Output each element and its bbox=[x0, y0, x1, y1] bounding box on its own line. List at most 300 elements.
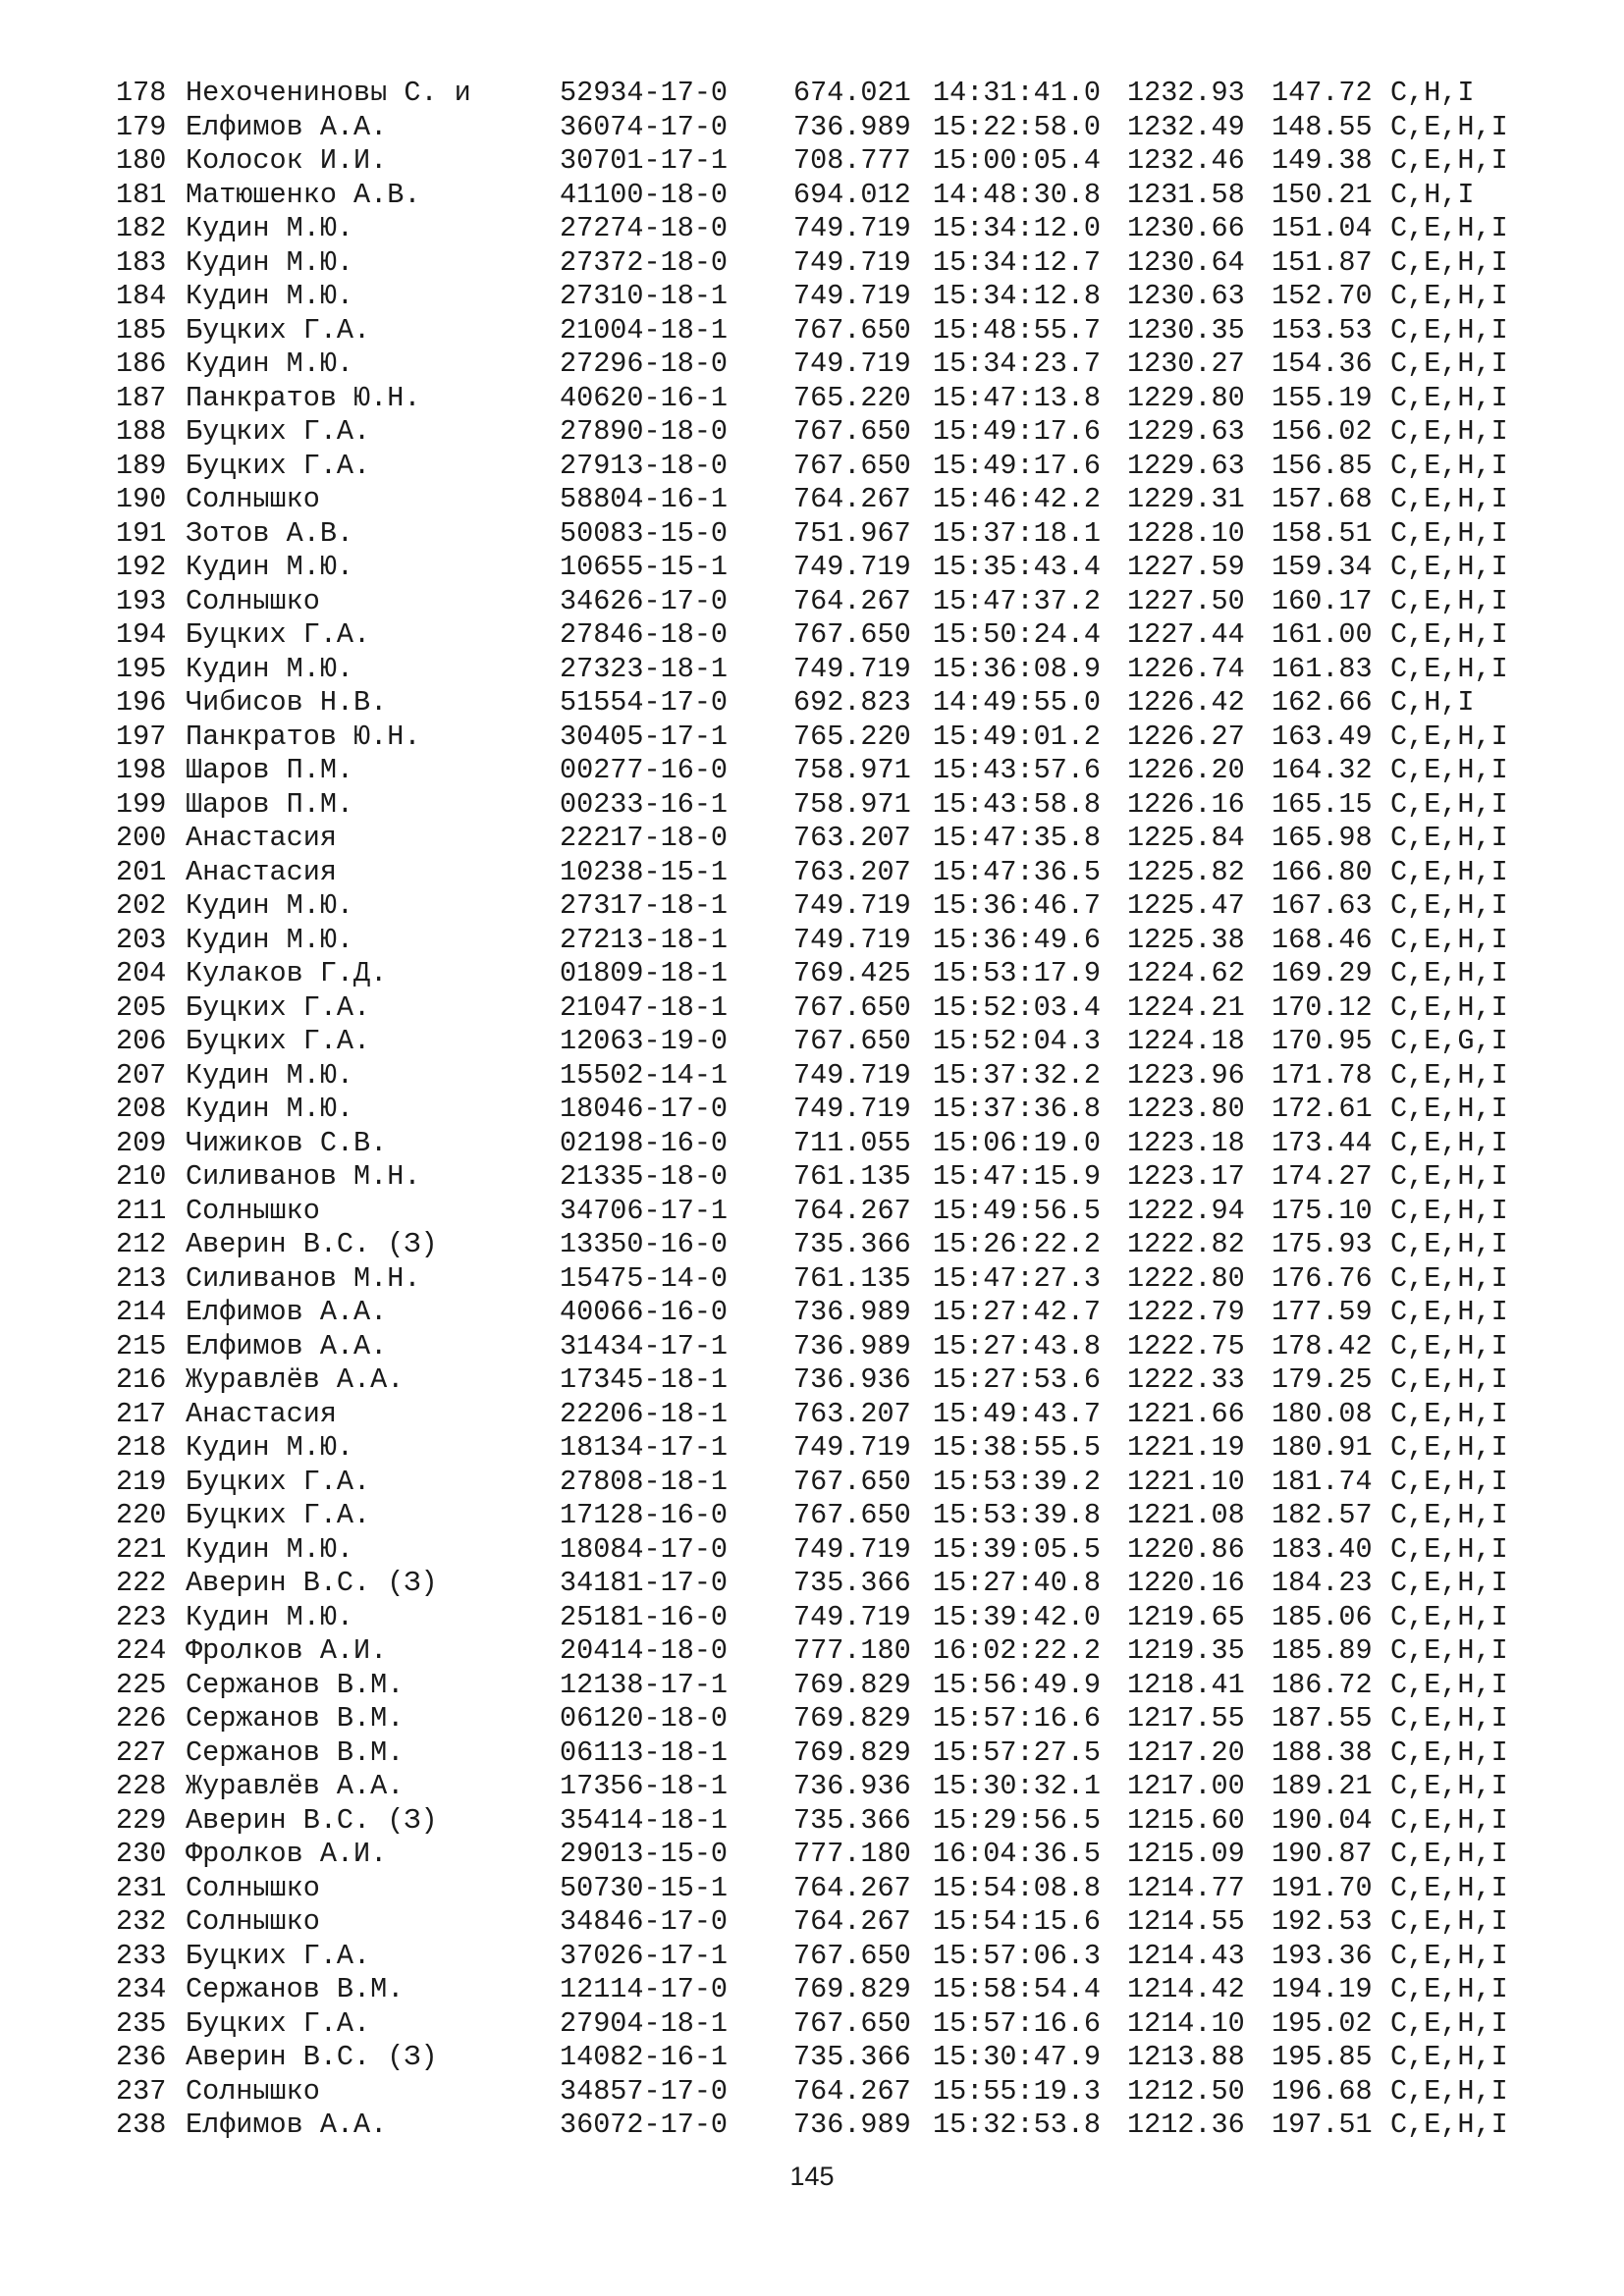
classes-cell: C,E,H,I bbox=[1390, 1093, 1508, 1125]
result-row bbox=[116, 1093, 1530, 1127]
ring-number-cell: 00233-16-1 bbox=[560, 787, 729, 821]
arrival-time-cell: 15:27:43.8 bbox=[933, 1329, 1102, 1362]
ring-number-cell: 13350-16-0 bbox=[560, 1228, 729, 1260]
speed-cell: 1214.77 bbox=[1127, 1871, 1245, 1904]
ring-number-cell: 27274-18-0 bbox=[560, 212, 729, 244]
speed-cell: 1219.35 bbox=[1127, 1634, 1245, 1667]
owner-cell: Буцких Г.А. bbox=[186, 618, 371, 651]
place-cell: 198 bbox=[116, 754, 167, 786]
owner-cell: Буцких Г.А. bbox=[186, 449, 371, 482]
points-cell: 194.19 bbox=[1272, 1973, 1373, 2005]
distance-cell: 767.650 bbox=[793, 449, 911, 482]
result-row bbox=[116, 991, 1530, 1026]
points-cell: 196.68 bbox=[1272, 2074, 1373, 2108]
speed-cell: 1225.82 bbox=[1127, 855, 1245, 888]
result-row bbox=[116, 754, 1530, 788]
arrival-time-cell: 15:53:39.2 bbox=[933, 1465, 1102, 1498]
owner-cell: Солнышко bbox=[186, 584, 320, 617]
result-row bbox=[116, 1940, 1530, 1974]
distance-cell: 749.719 bbox=[793, 1093, 911, 1125]
points-cell: 180.91 bbox=[1272, 1431, 1373, 1464]
points-cell: 175.10 bbox=[1272, 1194, 1373, 1227]
place-cell: 205 bbox=[116, 990, 167, 1024]
classes-cell: C,E,H,I bbox=[1390, 822, 1508, 854]
owner-cell: Силиванов М.Н. bbox=[186, 1160, 421, 1193]
classes-cell: C,E,H,I bbox=[1390, 1600, 1508, 1633]
arrival-time-cell: 15:49:17.6 bbox=[933, 449, 1102, 482]
result-row bbox=[116, 1601, 1530, 1635]
place-cell: 234 bbox=[116, 1973, 167, 2005]
classes-cell: C,E,H,I bbox=[1390, 1397, 1508, 1430]
distance-cell: 735.366 bbox=[793, 1228, 911, 1260]
owner-cell: Шаров П.М. bbox=[186, 754, 354, 786]
points-cell: 163.49 bbox=[1272, 720, 1373, 753]
result-row bbox=[116, 653, 1530, 687]
arrival-time-cell: 15:39:42.0 bbox=[933, 1600, 1102, 1633]
result-row bbox=[116, 1872, 1530, 1906]
place-cell: 217 bbox=[116, 1397, 167, 1430]
distance-cell: 769.829 bbox=[793, 1702, 911, 1735]
classes-cell: C,E,H,I bbox=[1390, 110, 1508, 143]
owner-cell: Кудин М.Ю. bbox=[186, 551, 354, 583]
arrival-time-cell: 15:49:56.5 bbox=[933, 1194, 1102, 1227]
owner-cell: Панкратов Ю.Н. bbox=[186, 381, 421, 414]
points-cell: 184.23 bbox=[1272, 1567, 1373, 1599]
points-cell: 164.32 bbox=[1272, 754, 1373, 786]
classes-cell: C,E,H,I bbox=[1390, 1261, 1508, 1295]
speed-cell: 1221.19 bbox=[1127, 1431, 1245, 1464]
ring-number-cell: 06120-18-0 bbox=[560, 1702, 729, 1735]
speed-cell: 1217.55 bbox=[1127, 1702, 1245, 1735]
classes-cell: C,E,H,I bbox=[1390, 889, 1508, 922]
place-cell: 225 bbox=[116, 1668, 167, 1701]
speed-cell: 1226.42 bbox=[1127, 686, 1245, 719]
place-cell: 190 bbox=[116, 483, 167, 515]
owner-cell: Чибисов Н.В. bbox=[186, 686, 388, 719]
arrival-time-cell: 15:36:49.6 bbox=[933, 923, 1102, 956]
place-cell: 187 bbox=[116, 381, 167, 414]
place-cell: 181 bbox=[116, 178, 167, 211]
arrival-time-cell: 15:48:55.7 bbox=[933, 313, 1102, 347]
distance-cell: 735.366 bbox=[793, 1567, 911, 1599]
ring-number-cell: 27846-18-0 bbox=[560, 618, 729, 651]
place-cell: 185 bbox=[116, 313, 167, 347]
distance-cell: 764.267 bbox=[793, 1905, 911, 1938]
classes-cell: C,E,G,I bbox=[1390, 1025, 1508, 1057]
speed-cell: 1218.41 bbox=[1127, 1668, 1245, 1701]
classes-cell: C,E,H,I bbox=[1390, 1532, 1508, 1566]
result-row bbox=[116, 1973, 1530, 2007]
classes-cell: C,E,H,I bbox=[1390, 347, 1508, 380]
ring-number-cell: 52934-17-0 bbox=[560, 77, 729, 109]
result-row bbox=[116, 618, 1530, 653]
points-cell: 173.44 bbox=[1272, 1126, 1373, 1159]
distance-cell: 763.207 bbox=[793, 855, 911, 888]
points-cell: 168.46 bbox=[1272, 923, 1373, 956]
points-cell: 158.51 bbox=[1272, 516, 1373, 550]
distance-cell: 749.719 bbox=[793, 652, 911, 685]
arrival-time-cell: 15:30:47.9 bbox=[933, 2041, 1102, 2073]
ring-number-cell: 17356-18-1 bbox=[560, 1770, 729, 1802]
result-row bbox=[116, 585, 1530, 619]
place-cell: 219 bbox=[116, 1465, 167, 1498]
owner-cell: Сержанов В.М. bbox=[186, 1668, 405, 1701]
arrival-time-cell: 16:02:22.2 bbox=[933, 1634, 1102, 1667]
distance-cell: 736.936 bbox=[793, 1770, 911, 1802]
ring-number-cell: 29013-15-0 bbox=[560, 1838, 729, 1870]
result-row bbox=[116, 1736, 1530, 1771]
points-cell: 165.98 bbox=[1272, 822, 1373, 854]
points-cell: 177.59 bbox=[1272, 1296, 1373, 1328]
arrival-time-cell: 15:47:13.8 bbox=[933, 381, 1102, 414]
place-cell: 194 bbox=[116, 618, 167, 651]
place-cell: 223 bbox=[116, 1600, 167, 1633]
place-cell: 227 bbox=[116, 1735, 167, 1769]
speed-cell: 1212.50 bbox=[1127, 2074, 1245, 2108]
arrival-time-cell: 15:47:36.5 bbox=[933, 855, 1102, 888]
result-row bbox=[116, 77, 1530, 111]
result-row bbox=[116, 957, 1530, 991]
arrival-time-cell: 15:54:15.6 bbox=[933, 1905, 1102, 1938]
place-cell: 202 bbox=[116, 889, 167, 922]
classes-cell: C,E,H,I bbox=[1390, 1803, 1508, 1837]
distance-cell: 767.650 bbox=[793, 1025, 911, 1057]
result-row bbox=[116, 856, 1530, 890]
place-cell: 215 bbox=[116, 1329, 167, 1362]
owner-cell: Аверин В.С. (З) bbox=[186, 2041, 438, 2073]
classes-cell: C,E,H,I bbox=[1390, 618, 1508, 651]
ring-number-cell: 02198-16-0 bbox=[560, 1126, 729, 1159]
distance-cell: 764.267 bbox=[793, 483, 911, 515]
ring-number-cell: 30701-17-1 bbox=[560, 144, 729, 177]
arrival-time-cell: 15:43:57.6 bbox=[933, 754, 1102, 786]
result-row bbox=[116, 1059, 1530, 1094]
owner-cell: Буцких Г.А. bbox=[186, 1939, 371, 1972]
points-cell: 197.51 bbox=[1272, 2109, 1373, 2141]
owner-cell: Солнышко bbox=[186, 1194, 320, 1227]
arrival-time-cell: 15:27:40.8 bbox=[933, 1567, 1102, 1599]
arrival-time-cell: 15:47:27.3 bbox=[933, 1261, 1102, 1295]
owner-cell: Елфимов А.А. bbox=[186, 2109, 388, 2141]
classes-cell: C,E,H,I bbox=[1390, 1160, 1508, 1193]
points-cell: 193.36 bbox=[1272, 1939, 1373, 1972]
classes-cell: C,E,H,I bbox=[1390, 381, 1508, 414]
points-cell: 191.70 bbox=[1272, 1871, 1373, 1904]
result-row bbox=[116, 280, 1530, 314]
distance-cell: 767.650 bbox=[793, 618, 911, 651]
arrival-time-cell: 15:32:53.8 bbox=[933, 2109, 1102, 2141]
place-cell: 236 bbox=[116, 2041, 167, 2073]
speed-cell: 1221.08 bbox=[1127, 1499, 1245, 1531]
speed-cell: 1215.60 bbox=[1127, 1803, 1245, 1837]
arrival-time-cell: 15:34:23.7 bbox=[933, 347, 1102, 380]
speed-cell: 1217.20 bbox=[1127, 1735, 1245, 1769]
ring-number-cell: 17345-18-1 bbox=[560, 1363, 729, 1396]
distance-cell: 736.989 bbox=[793, 110, 911, 143]
ring-number-cell: 27213-18-1 bbox=[560, 923, 729, 956]
ring-number-cell: 34846-17-0 bbox=[560, 1905, 729, 1938]
distance-cell: 736.936 bbox=[793, 1363, 911, 1396]
results-table bbox=[116, 77, 1530, 2143]
distance-cell: 769.829 bbox=[793, 1735, 911, 1769]
result-row bbox=[116, 2007, 1530, 2042]
points-cell: 187.55 bbox=[1272, 1702, 1373, 1735]
ring-number-cell: 34181-17-0 bbox=[560, 1567, 729, 1599]
owner-cell: Матюшенко А.В. bbox=[186, 178, 421, 211]
place-cell: 211 bbox=[116, 1194, 167, 1227]
arrival-time-cell: 15:52:04.3 bbox=[933, 1025, 1102, 1057]
ring-number-cell: 01809-18-1 bbox=[560, 957, 729, 989]
speed-cell: 1229.63 bbox=[1127, 449, 1245, 482]
place-cell: 216 bbox=[116, 1363, 167, 1396]
distance-cell: 764.267 bbox=[793, 2074, 911, 2108]
place-cell: 192 bbox=[116, 551, 167, 583]
distance-cell: 736.989 bbox=[793, 1296, 911, 1328]
ring-number-cell: 27913-18-0 bbox=[560, 449, 729, 482]
points-cell: 166.80 bbox=[1272, 855, 1373, 888]
ring-number-cell: 36072-17-0 bbox=[560, 2109, 729, 2141]
arrival-time-cell: 15:49:17.6 bbox=[933, 415, 1102, 448]
result-row bbox=[116, 1804, 1530, 1839]
ring-number-cell: 41100-18-0 bbox=[560, 178, 729, 211]
arrival-time-cell: 15:36:08.9 bbox=[933, 652, 1102, 685]
distance-cell: 761.135 bbox=[793, 1160, 911, 1193]
ring-number-cell: 35414-18-1 bbox=[560, 1803, 729, 1837]
classes-cell: C,E,H,I bbox=[1390, 720, 1508, 753]
speed-cell: 1222.79 bbox=[1127, 1296, 1245, 1328]
speed-cell: 1226.16 bbox=[1127, 787, 1245, 821]
place-cell: 210 bbox=[116, 1160, 167, 1193]
speed-cell: 1227.44 bbox=[1127, 618, 1245, 651]
points-cell: 167.63 bbox=[1272, 889, 1373, 922]
arrival-time-cell: 15:47:15.9 bbox=[933, 1160, 1102, 1193]
arrival-time-cell: 15:56:49.9 bbox=[933, 1668, 1102, 1701]
arrival-time-cell: 15:54:08.8 bbox=[933, 1871, 1102, 1904]
place-cell: 218 bbox=[116, 1431, 167, 1464]
speed-cell: 1232.49 bbox=[1127, 110, 1245, 143]
result-row bbox=[116, 1398, 1530, 1432]
result-row bbox=[116, 1499, 1530, 1533]
points-cell: 159.34 bbox=[1272, 551, 1373, 583]
place-cell: 230 bbox=[116, 1838, 167, 1870]
distance-cell: 735.366 bbox=[793, 1803, 911, 1837]
place-cell: 184 bbox=[116, 280, 167, 312]
arrival-time-cell: 15:49:01.2 bbox=[933, 720, 1102, 753]
result-row bbox=[116, 1838, 1530, 1872]
points-cell: 149.38 bbox=[1272, 144, 1373, 177]
place-cell: 207 bbox=[116, 1058, 167, 1092]
arrival-time-cell: 15:22:58.0 bbox=[933, 110, 1102, 143]
distance-cell: 708.777 bbox=[793, 144, 911, 177]
arrival-time-cell: 15:26:22.2 bbox=[933, 1228, 1102, 1260]
classes-cell: C,E,H,I bbox=[1390, 1634, 1508, 1667]
distance-cell: 767.650 bbox=[793, 990, 911, 1024]
result-row bbox=[116, 721, 1530, 755]
owner-cell: Силиванов М.Н. bbox=[186, 1261, 421, 1295]
classes-cell: C,E,H,I bbox=[1390, 1296, 1508, 1328]
classes-cell: C,E,H,I bbox=[1390, 313, 1508, 347]
owner-cell: Панкратов Ю.Н. bbox=[186, 720, 421, 753]
arrival-time-cell: 15:06:19.0 bbox=[933, 1126, 1102, 1159]
owner-cell: Сержанов В.М. bbox=[186, 1702, 405, 1735]
place-cell: 179 bbox=[116, 110, 167, 143]
place-cell: 197 bbox=[116, 720, 167, 753]
result-row bbox=[116, 822, 1530, 856]
place-cell: 200 bbox=[116, 822, 167, 854]
speed-cell: 1223.18 bbox=[1127, 1126, 1245, 1159]
ring-number-cell: 18084-17-0 bbox=[560, 1532, 729, 1566]
speed-cell: 1215.09 bbox=[1127, 1838, 1245, 1870]
distance-cell: 758.971 bbox=[793, 754, 911, 786]
ring-number-cell: 00277-16-0 bbox=[560, 754, 729, 786]
speed-cell: 1230.63 bbox=[1127, 280, 1245, 312]
speed-cell: 1214.42 bbox=[1127, 1973, 1245, 2005]
distance-cell: 761.135 bbox=[793, 1261, 911, 1295]
arrival-time-cell: 15:37:36.8 bbox=[933, 1093, 1102, 1125]
classes-cell: C,E,H,I bbox=[1390, 990, 1508, 1024]
ring-number-cell: 58804-16-1 bbox=[560, 483, 729, 515]
points-cell: 170.95 bbox=[1272, 1025, 1373, 1057]
points-cell: 188.38 bbox=[1272, 1735, 1373, 1769]
ring-number-cell: 50083-15-0 bbox=[560, 516, 729, 550]
speed-cell: 1219.65 bbox=[1127, 1600, 1245, 1633]
ring-number-cell: 34706-17-1 bbox=[560, 1194, 729, 1227]
arrival-time-cell: 15:49:43.7 bbox=[933, 1397, 1102, 1430]
distance-cell: 769.829 bbox=[793, 1973, 911, 2005]
points-cell: 153.53 bbox=[1272, 313, 1373, 347]
points-cell: 161.83 bbox=[1272, 652, 1373, 685]
points-cell: 175.93 bbox=[1272, 1228, 1373, 1260]
classes-cell: C,E,H,I bbox=[1390, 1668, 1508, 1701]
arrival-time-cell: 15:37:18.1 bbox=[933, 516, 1102, 550]
owner-cell: Буцких Г.А. bbox=[186, 313, 371, 347]
speed-cell: 1224.62 bbox=[1127, 957, 1245, 989]
distance-cell: 749.719 bbox=[793, 1532, 911, 1566]
classes-cell: C,E,H,I bbox=[1390, 923, 1508, 956]
result-row bbox=[116, 212, 1530, 246]
result-row bbox=[116, 551, 1530, 585]
speed-cell: 1214.55 bbox=[1127, 1905, 1245, 1938]
classes-cell: C,E,H,I bbox=[1390, 1058, 1508, 1092]
result-row bbox=[116, 450, 1530, 484]
owner-cell: Аверин В.С. (З) bbox=[186, 1567, 438, 1599]
speed-cell: 1226.27 bbox=[1127, 720, 1245, 753]
distance-cell: 749.719 bbox=[793, 1600, 911, 1633]
speed-cell: 1232.46 bbox=[1127, 144, 1245, 177]
place-cell: 238 bbox=[116, 2109, 167, 2141]
points-cell: 160.17 bbox=[1272, 584, 1373, 617]
ring-number-cell: 10238-15-1 bbox=[560, 855, 729, 888]
arrival-time-cell: 15:35:43.4 bbox=[933, 551, 1102, 583]
owner-cell: Чижиков С.В. bbox=[186, 1126, 388, 1159]
distance-cell: 758.971 bbox=[793, 787, 911, 821]
speed-cell: 1223.80 bbox=[1127, 1093, 1245, 1125]
owner-cell: Буцких Г.А. bbox=[186, 990, 371, 1024]
owner-cell: Кудин М.Ю. bbox=[186, 1431, 354, 1464]
arrival-time-cell: 15:57:16.6 bbox=[933, 1702, 1102, 1735]
ring-number-cell: 18046-17-0 bbox=[560, 1093, 729, 1125]
owner-cell: Кудин М.Ю. bbox=[186, 347, 354, 380]
ring-number-cell: 40620-16-1 bbox=[560, 381, 729, 414]
owner-cell: Елфимов А.А. bbox=[186, 110, 388, 143]
ring-number-cell: 14082-16-1 bbox=[560, 2041, 729, 2073]
distance-cell: 749.719 bbox=[793, 889, 911, 922]
points-cell: 172.61 bbox=[1272, 1093, 1373, 1125]
arrival-time-cell: 15:29:56.5 bbox=[933, 1803, 1102, 1837]
distance-cell: 767.650 bbox=[793, 415, 911, 448]
speed-cell: 1222.94 bbox=[1127, 1194, 1245, 1227]
speed-cell: 1225.38 bbox=[1127, 923, 1245, 956]
place-cell: 195 bbox=[116, 652, 167, 685]
owner-cell: Кудин М.Ю. bbox=[186, 1058, 354, 1092]
classes-cell: C,E,H,I bbox=[1390, 1194, 1508, 1227]
classes-cell: C,E,H,I bbox=[1390, 1770, 1508, 1802]
place-cell: 222 bbox=[116, 1567, 167, 1599]
ring-number-cell: 25181-16-0 bbox=[560, 1600, 729, 1633]
owner-cell: Солнышко bbox=[186, 483, 320, 515]
speed-cell: 1222.82 bbox=[1127, 1228, 1245, 1260]
owner-cell: Анастасия bbox=[186, 1397, 337, 1430]
arrival-time-cell: 15:27:42.7 bbox=[933, 1296, 1102, 1328]
speed-cell: 1225.84 bbox=[1127, 822, 1245, 854]
speed-cell: 1229.63 bbox=[1127, 415, 1245, 448]
classes-cell: C,E,H,I bbox=[1390, 280, 1508, 312]
result-row bbox=[116, 924, 1530, 958]
classes-cell: C,E,H,I bbox=[1390, 2041, 1508, 2073]
result-row bbox=[116, 686, 1530, 721]
speed-cell: 1221.10 bbox=[1127, 1465, 1245, 1498]
place-cell: 182 bbox=[116, 212, 167, 244]
speed-cell: 1222.33 bbox=[1127, 1363, 1245, 1396]
distance-cell: 777.180 bbox=[793, 1634, 911, 1667]
place-cell: 189 bbox=[116, 449, 167, 482]
classes-cell: C,E,H,I bbox=[1390, 2109, 1508, 2141]
classes-cell: C,E,H,I bbox=[1390, 415, 1508, 448]
points-cell: 147.72 bbox=[1272, 77, 1373, 109]
result-row bbox=[116, 1262, 1530, 1297]
speed-cell: 1223.17 bbox=[1127, 1160, 1245, 1193]
points-cell: 189.21 bbox=[1272, 1770, 1373, 1802]
speed-cell: 1226.20 bbox=[1127, 754, 1245, 786]
distance-cell: 749.719 bbox=[793, 923, 911, 956]
arrival-time-cell: 15:38:55.5 bbox=[933, 1431, 1102, 1464]
distance-cell: 735.366 bbox=[793, 2041, 911, 2073]
result-row bbox=[116, 788, 1530, 823]
points-cell: 182.57 bbox=[1272, 1499, 1373, 1531]
classes-cell: C,E,H,I bbox=[1390, 1838, 1508, 1870]
points-cell: 156.02 bbox=[1272, 415, 1373, 448]
classes-cell: C,E,H,I bbox=[1390, 1939, 1508, 1972]
speed-cell: 1212.36 bbox=[1127, 2109, 1245, 2141]
classes-cell: C,E,H,I bbox=[1390, 245, 1508, 279]
speed-cell: 1227.50 bbox=[1127, 584, 1245, 617]
place-cell: 183 bbox=[116, 245, 167, 279]
speed-cell: 1217.00 bbox=[1127, 1770, 1245, 1802]
owner-cell: Кудин М.Ю. bbox=[186, 923, 354, 956]
result-row bbox=[116, 2109, 1530, 2143]
points-cell: 190.87 bbox=[1272, 1838, 1373, 1870]
classes-cell: C,E,H,I bbox=[1390, 754, 1508, 786]
result-row bbox=[116, 314, 1530, 348]
place-cell: 221 bbox=[116, 1532, 167, 1566]
distance-cell: 749.719 bbox=[793, 347, 911, 380]
owner-cell: Кудин М.Ю. bbox=[186, 889, 354, 922]
points-cell: 186.72 bbox=[1272, 1668, 1373, 1701]
place-cell: 180 bbox=[116, 144, 167, 177]
points-cell: 170.12 bbox=[1272, 990, 1373, 1024]
owner-cell: Солнышко bbox=[186, 1905, 320, 1938]
owner-cell: Кудин М.Ю. bbox=[186, 280, 354, 312]
